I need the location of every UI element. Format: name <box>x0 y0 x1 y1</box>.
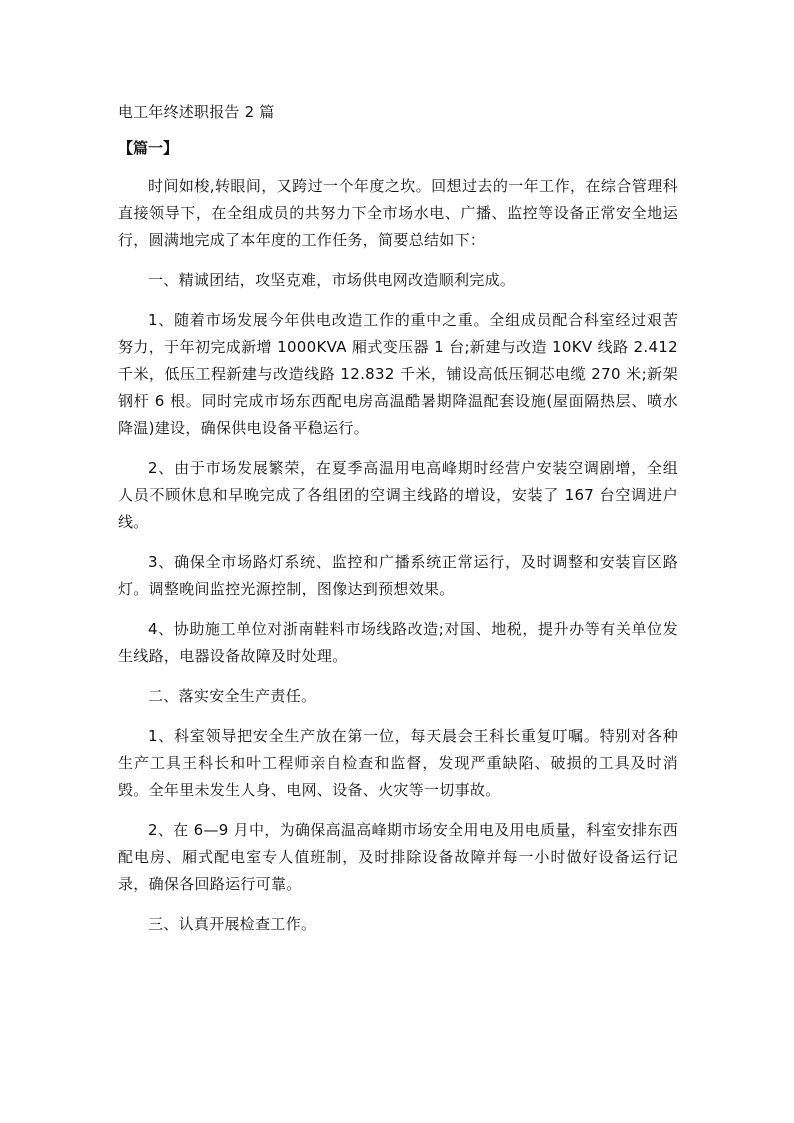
heading-part-two: 二、落实安全生产责任。 <box>148 687 317 705</box>
paragraph-item-2-1: 1、科室领导把安全生产放在第一位，每天晨会王科长重复叮嘱。特别对各种生产工具王科长和叶工程师亲自检查和监督，发现严重缺陷、破损的工具及时消毁。全年里未发生人身、电网、设备、火灾等一切事故。 <box>118 727 678 799</box>
heading-part-three: 三、认真开展检查工作。 <box>148 915 317 933</box>
paragraph-item-1-2: 2、由于市场发展繁荣，在夏季高温用电高峰期时经营户安装空调剧增，全组人员不顾休息和早晚完成了各组团的空调主线路的增设，安装了 167 台空调进户线。 <box>118 459 678 531</box>
paragraph-intro: 时间如梭,转眼间，又跨过一个年度之坎。回想过去的一年工作，在综合管理科直接领导下，在全组成员的共努力下全市场水电、广播、监控等设备正常安全地运行，圆满地完成了本年度的工作任务，简要总结如下： <box>118 177 678 249</box>
paragraph-item-2-2: 2、在 6—9 月中，为确保高温高峰期市场安全用电及用电质量，科室安排东西配电房、厢式配电室专人值班制，及时排除设备故障并每一小时做好设备运行记录，确保各回路运行可靠。 <box>118 821 678 893</box>
document-body <box>118 100 678 951</box>
paragraph-item-1-3: 3、确保全市场路灯系统、监控和广播系统正常运行，及时调整和安装盲区路灯。调整晚间监控光源控制，图像达到预想效果。 <box>118 553 678 598</box>
section-heading: 【篇一】 <box>118 139 179 157</box>
document-title: 电工年终述职报告 2 篇 <box>118 103 275 121</box>
paragraph-item-1-1: 1、随着市场发展今年供电改造工作的重中之重。全组成员配合科室经过艰苦努力，于年初完成新增 1000KVA 厢式变压器 1 台;新建与改造 10KV 线路 2.412 千米，低压工程新建与改造线路 12.832 千米，铺设高低压铜芯电缆 270 米;新架钢杆 6 根。同时完成市场东西配电房高温酷暑期降温配套设施(屋面隔热层、喷水降温)建设，确保供电设备平稳运行。 <box>118 311 678 437</box>
heading-part-one: 一、精诚团结，攻坚克难，市场供电网改造顺利完成。 <box>148 271 516 289</box>
paragraph-item-1-4: 4、协助施工单位对浙南鞋料市场线路改造;对国、地税，提升办等有关单位发生线路，电器设备故障及时处理。 <box>118 620 678 665</box>
